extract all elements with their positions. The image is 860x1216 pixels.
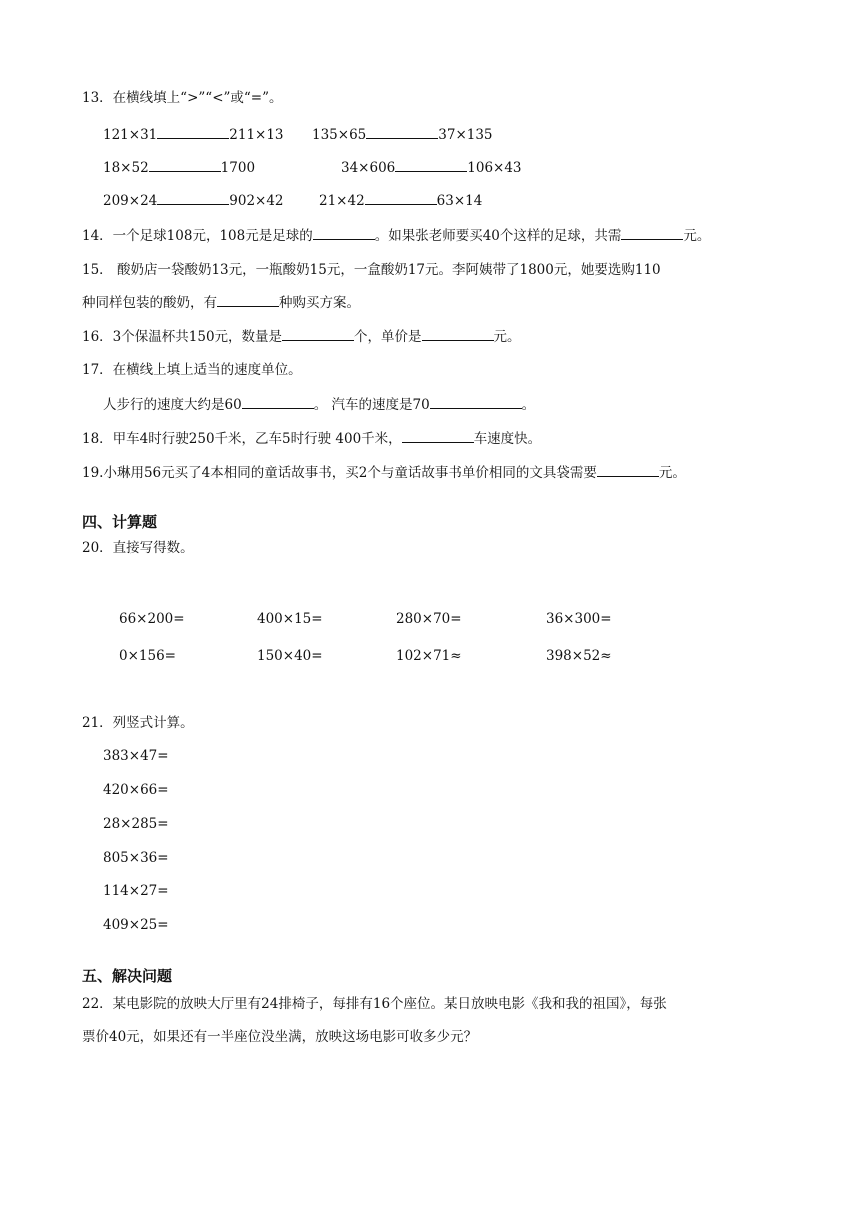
q19-text-a: 19.小琳用56元买了4本相同的童话故事书，买2个与童话故事书单价相同的文具袋需要 <box>82 465 597 481</box>
answer-blank[interactable] <box>242 394 314 409</box>
compare-item <box>312 124 493 145</box>
calc-item: 398×52≈ <box>546 648 612 664</box>
answer-blank[interactable] <box>430 394 522 409</box>
question-19 <box>82 462 686 483</box>
calc-item: 150×40= <box>257 648 323 664</box>
answer-blank[interactable] <box>157 124 229 139</box>
question-22-line2: 票价40元，如果还有一半座位没坐满，放映这场电影可收多少元？ <box>82 1029 478 1045</box>
compare-left: 34×606 <box>341 160 396 176</box>
q19-text-b: 元。 <box>658 465 686 481</box>
q15-text-a: 种同样包装的酸奶，有 <box>82 295 217 311</box>
section-heading: 四、计算题 <box>82 513 158 531</box>
answer-blank[interactable] <box>217 292 279 307</box>
question-17-prompt: 17．在横线上填上适当的速度单位。 <box>82 362 302 378</box>
q18-text-a: 18．甲车4时行驶250千米，乙车5时行驶 400千米， <box>82 431 402 447</box>
compare-right: 106×43 <box>467 160 522 176</box>
q17-text-b: 。 汽车的速度是70 <box>313 397 430 413</box>
compare-right: 1700 <box>220 160 256 176</box>
vertical-calc-item: 28×285= <box>103 816 169 832</box>
question-16 <box>82 326 521 347</box>
compare-item <box>103 124 284 145</box>
answer-blank[interactable] <box>282 326 354 341</box>
section-heading: 五、解决问题 <box>82 967 173 985</box>
compare-right: 63×14 <box>436 193 483 209</box>
q16-text-a: 16．3个保温杯共150元，数量是 <box>82 329 283 345</box>
q14-text-c: 元。 <box>683 228 711 244</box>
calc-item: 400×15= <box>257 611 323 627</box>
compare-left: 209×24 <box>103 193 158 209</box>
compare-left: 21×42 <box>319 193 365 209</box>
calc-item: 280×70= <box>396 611 462 627</box>
q15-text-b: 种购买方案。 <box>279 295 360 311</box>
answer-blank[interactable] <box>402 428 474 443</box>
compare-right: 37×135 <box>438 127 493 143</box>
compare-left: 18×52 <box>103 160 149 176</box>
answer-blank[interactable] <box>597 462 659 477</box>
calc-item: 102×71≈ <box>396 648 462 664</box>
q17-text-a: 人步行的速度大约是60 <box>103 397 242 413</box>
question-18 <box>82 428 541 449</box>
calc-item: 0×156= <box>119 648 176 664</box>
question-17-blanks <box>103 394 535 415</box>
question-15-line2 <box>82 292 360 313</box>
q18-text-b: 车速度快。 <box>473 431 542 447</box>
answer-blank[interactable] <box>313 225 375 240</box>
q14-text-a: 14．一个足球108元，108元是足球的 <box>82 228 313 244</box>
compare-left: 135×65 <box>312 127 367 143</box>
q17-text-c: 。 <box>521 397 536 413</box>
vertical-calc-item: 114×27= <box>103 883 169 899</box>
answer-blank[interactable] <box>395 157 467 172</box>
vertical-calc-item: 420×66= <box>103 782 169 798</box>
question-14 <box>82 225 710 246</box>
compare-right: 902×42 <box>229 193 284 209</box>
q16-text-b: 个，单价是 <box>354 329 422 345</box>
vertical-calc-item: 805×36= <box>103 850 169 866</box>
answer-blank[interactable] <box>366 124 438 139</box>
calc-item: 36×300= <box>546 611 612 627</box>
compare-left: 121×31 <box>103 127 158 143</box>
vertical-calc-item: 409×25= <box>103 917 169 933</box>
calc-item: 66×200= <box>119 611 185 627</box>
question-15-line1: 15． 酸奶店一袋酸奶13元，一瓶酸奶15元，一盒酸奶17元。李阿姨带了1800元，她要选购110 <box>82 262 661 278</box>
question-13-prompt: 13．在横线填上“>”“<”或“=”。 <box>82 90 283 106</box>
answer-blank[interactable] <box>149 157 221 172</box>
compare-item <box>341 157 522 178</box>
vertical-calc-item: 383×47= <box>103 748 169 764</box>
answer-blank[interactable] <box>422 326 494 341</box>
question-21-prompt: 21．列竖式计算。 <box>82 715 194 731</box>
answer-blank[interactable] <box>157 190 229 205</box>
compare-item <box>319 190 482 211</box>
q16-text-c: 元。 <box>493 329 521 345</box>
question-22-line1: 22．某电影院的放映大厅里有24排椅子，每排有16个座位。某日放映电影《我和我的祖国》，每张 <box>82 996 667 1012</box>
answer-blank[interactable] <box>365 190 437 205</box>
answer-blank[interactable] <box>621 225 683 240</box>
compare-right: 211×13 <box>229 127 284 143</box>
compare-item <box>103 190 284 211</box>
q14-text-b: 。如果张老师要买40个这样的足球，共需 <box>374 228 622 244</box>
question-20-prompt: 20．直接写得数。 <box>82 540 194 556</box>
compare-item <box>103 157 255 178</box>
